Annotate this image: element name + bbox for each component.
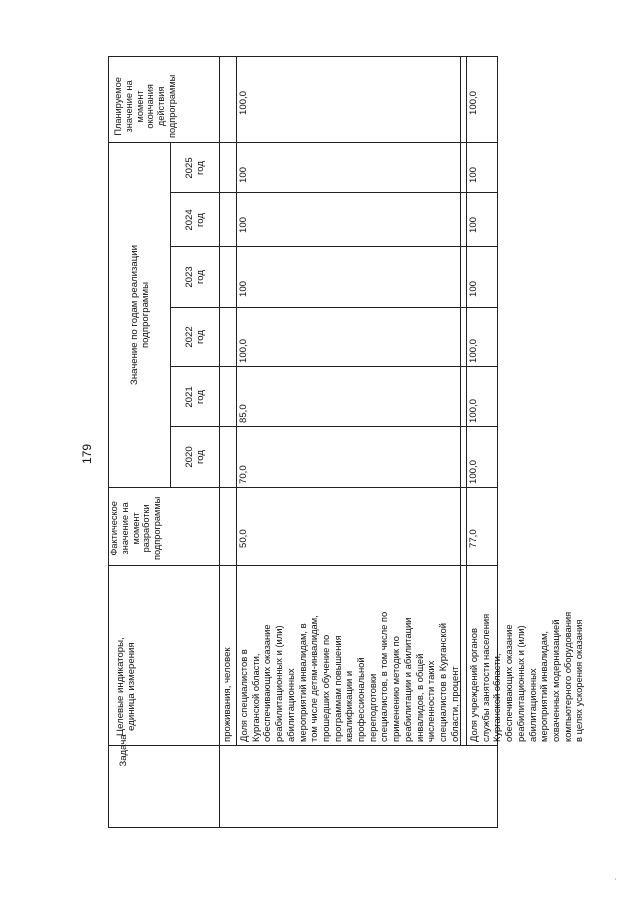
- table-row-2-2025: [467, 143, 497, 192]
- header-year-2025-text: 2025 год: [184, 156, 206, 179]
- header-year-2020: [171, 427, 219, 487]
- row2-2022-text: 100,0: [468, 338, 479, 363]
- row1-2025-text: 100: [238, 166, 249, 183]
- header-year-2023: [171, 247, 219, 307]
- table-row-continuation-indicator: [220, 566, 236, 745]
- header-year-2025: [171, 143, 219, 192]
- header-year-2021: [171, 367, 219, 426]
- header-year-2022-text: 2022 год: [184, 326, 206, 348]
- row2-2024-text: 100: [468, 216, 479, 233]
- header-actual: [109, 488, 219, 565]
- header-year-2024-text: 2024 год: [184, 208, 206, 231]
- table-row-2-2020: [467, 427, 497, 487]
- table-row-1-2024: [237, 193, 460, 246]
- row1-2022-text: 100,0: [238, 338, 249, 363]
- table-row-1-indicator: [237, 566, 460, 745]
- header-year-2021-text: 2021 год: [184, 385, 206, 408]
- table-row-2-2024: [467, 193, 497, 246]
- table-row-2-2021: [467, 367, 497, 426]
- table-row-1-2022: [237, 308, 460, 366]
- row1-2020-text: 70,0: [238, 465, 249, 484]
- header-actual-text: Фактическое значение на момент разработки подпрограммы: [109, 496, 163, 560]
- table-row-1-2020: [237, 427, 460, 487]
- row1-actual-text: 50,0: [238, 529, 249, 548]
- table-row-1-2023: [237, 247, 460, 307]
- scan-speck: ': [615, 879, 617, 885]
- row1-2023-text: 100: [238, 280, 249, 297]
- header-planned-text: Планируемое значение на момент окончания действия подпрограммы: [113, 74, 177, 138]
- table-row-2-2023: [467, 247, 497, 307]
- table-row-2-2022: [467, 308, 497, 366]
- row2-2023-text: 100: [468, 280, 479, 297]
- header-by-years: [109, 143, 170, 487]
- row0-indicator-text: проживания, человек: [222, 647, 233, 742]
- row1-planned-text: 100,0: [238, 90, 249, 115]
- header-by-years-text: Значение по годам реализации подпрограммы: [128, 245, 151, 385]
- row1-2021-text: 85,0: [238, 404, 249, 423]
- header-planned: [109, 57, 219, 142]
- header-indicators: [109, 566, 219, 745]
- table-row-1-actual: [237, 488, 460, 565]
- header-task: [109, 734, 219, 827]
- table-row-2-planned: [467, 57, 497, 142]
- row1-indicator-text: Доля специалистов в Курганской области, обеспечивающих оказание реабилитационных и (или) абилитационных мероприятий инвалидам, в том числе детям-инвалидам, прошедших обучение по программам повышения квалификации и профессиональной переподготовки специалистов, в том числе по применению методик по реабилитации и абилитации инвалидов, в общей численности таких специалистов в Курганской области, процент: [238, 611, 460, 742]
- row2-2020-text: 100,0: [468, 459, 479, 484]
- row1-2024-text: 100: [238, 216, 249, 233]
- row2-actual-text: 77,0: [468, 529, 479, 548]
- header-task-text: Задача: [118, 734, 129, 767]
- row2-2021-text: 100,0: [468, 398, 479, 423]
- table-row-2-actual: [467, 488, 497, 565]
- table-row-1-2025: [237, 143, 460, 192]
- header-year-2020-text: 2020 год: [184, 446, 206, 468]
- header-year-2022: [171, 308, 219, 366]
- table-row-1-planned: [237, 57, 460, 142]
- table-row-1-2021: [237, 367, 460, 426]
- header-year-2023-text: 2023 год: [184, 266, 206, 288]
- row2-indicator-text: Доля учреждений органов службы занятости населения Курганской области, обеспечивающих оказание реабилитационных и (или) абилитационных мероприятий инвалидам, охваченных модернизацией компьютерного оборудования в целях ускорения оказания: [468, 611, 585, 742]
- header-year-2024: [171, 193, 219, 246]
- page-number-text: 179: [80, 443, 94, 465]
- table-row-2-indicator: [467, 566, 585, 745]
- header-indicators-text: Целевые индикаторы, единица измерения: [115, 637, 137, 736]
- row2-planned-text: 100,0: [468, 90, 479, 115]
- row2-2025-text: 100: [468, 166, 479, 183]
